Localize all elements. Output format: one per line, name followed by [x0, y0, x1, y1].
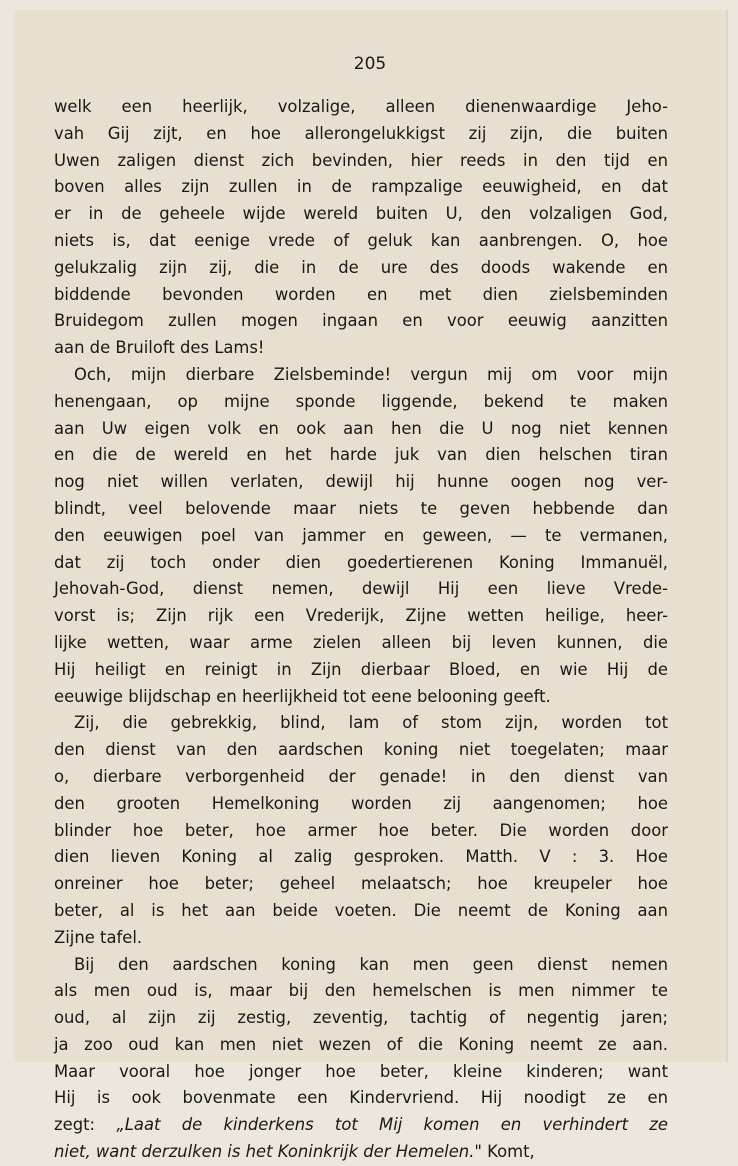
- text-line: als men oud is, maar bij den hemelschen is men nimmer te: [54, 981, 668, 1001]
- text-line: blinder hoe beter, hoe armer hoe beter. Die worden door: [54, 820, 668, 840]
- text-line: ja zoo oud kan men niet wezen of die Koning neemt ze aan.: [54, 1034, 668, 1054]
- text-line: beter, al is het aan beide voeten. Die neemt de Koning aan: [54, 900, 668, 920]
- text-line: dat zij toch onder dien goedertierenen Koning Immanuël,: [54, 552, 668, 572]
- text-line: aan de Bruiloft des Lams!: [54, 338, 265, 358]
- text-line: dien lieven Koning al zalig gesproken. Matth. V : 3. Hoe: [54, 847, 668, 867]
- text-line: den dienst van den aardschen koning niet toegelaten; maar: [54, 740, 668, 760]
- text-line: blindt, veel belovende maar niets te geven hebbende dan: [54, 498, 668, 518]
- text-line: Zijne tafel.: [54, 927, 143, 947]
- text-line: Hij heiligt en reinigt in Zijn dierbaar Bloed, en wie Hij de: [54, 659, 668, 679]
- line-plain-end: " Komt,: [474, 1142, 535, 1162]
- text-line: er in de geheele wijde wereld buiten U, den volzaligen God,: [54, 204, 668, 224]
- text-line: eeuwige blijdschap en heerlijkheid tot eene belooning geeft.: [54, 686, 551, 706]
- text-line: Jehovah-God, dienst nemen, dewijl Hij een lieve Vrede-: [54, 579, 668, 599]
- text-line: Zij, die gebrekkig, blind, lam of stom zijn, worden tot: [74, 713, 668, 733]
- text-line: vorst is; Zijn rijk een Vrederijk, Zijne wetten heilige, heer-: [54, 606, 668, 626]
- text-line: Och, mijn dierbare Zielsbeminde! vergun mij om voor mijn: [74, 364, 668, 384]
- text-line: en die de wereld en het harde juk van dien helschen tiran: [54, 445, 668, 465]
- text-line: Maar vooral hoe jonger hoe beter, kleine kinderen; want: [54, 1061, 668, 1081]
- page-number: 205: [353, 54, 387, 74]
- quote-italic-start: „Laat de kinderkens tot Mij komen en verhindert ze: [116, 1115, 668, 1135]
- text-line: den grooten Hemelkoning worden zij aangenomen; hoe: [54, 793, 668, 813]
- text-line: oud, al zijn zij zestig, zeventig, tachtig of negentig jaren;: [54, 1008, 668, 1028]
- text-line: den eeuwigen poel van jammer en geween, — te vermanen,: [54, 525, 668, 545]
- body-text: [54, 94, 668, 1166]
- text-line: aan Uw eigen volk en ook aan hen die U nog niet kennen: [54, 418, 668, 438]
- text-line: o, dierbare verborgenheid der genade! in den dienst van: [54, 766, 668, 786]
- text-line: onreiner hoe beter; geheel melaatsch; hoe kreupeler hoe: [54, 874, 668, 894]
- text-line: Hij is ook bovenmate een Kindervriend. Hij noodigt ze en: [54, 1088, 668, 1108]
- text-line: Bruidegom zullen mogen ingaan en voor eeuwig aanzitten: [54, 311, 668, 331]
- text-line: gelukzalig zijn zij, die in de ure des doods wakende en: [54, 257, 668, 277]
- text-line: lijke wetten, waar arme zielen alleen bij leven kunnen, die: [54, 632, 668, 652]
- text-line: niets is, dat eenige vrede of geluk kan aanbrengen. O, hoe: [54, 230, 668, 250]
- text-line: Bij den aardschen koning kan men geen dienst nemen: [74, 954, 668, 974]
- text-line: henengaan, op mijne sponde liggende, bekend te maken: [54, 391, 668, 411]
- text-line: boven alles zijn zullen in de rampzalige eeuwigheid, en dat: [54, 177, 668, 197]
- quote-italic-end: niet, want derzulken is het Koninkrijk der Hemelen.: [54, 1142, 475, 1162]
- text-line: welk een heerlijk, volzalige, alleen dienenwaardige Jeho-: [54, 97, 668, 116]
- text-line: nog niet willen verlaten, dewijl hij hunne oogen nog ver-: [54, 472, 668, 492]
- text-line: vah Gij zijt, en hoe allerongelukkigst zij zijn, die buiten: [54, 123, 668, 143]
- text-line-mixed-2: [54, 1139, 668, 1166]
- book-page: [14, 10, 728, 1162]
- text-line: biddende bevonden worden en met dien zielsbeminden: [54, 284, 668, 304]
- line-plain-start: zegt:: [54, 1115, 117, 1135]
- text-line: Uwen zaligen dienst zich bevinden, hier reeds in den tijd en: [54, 150, 668, 170]
- text-line-mixed-1: [54, 1112, 668, 1139]
